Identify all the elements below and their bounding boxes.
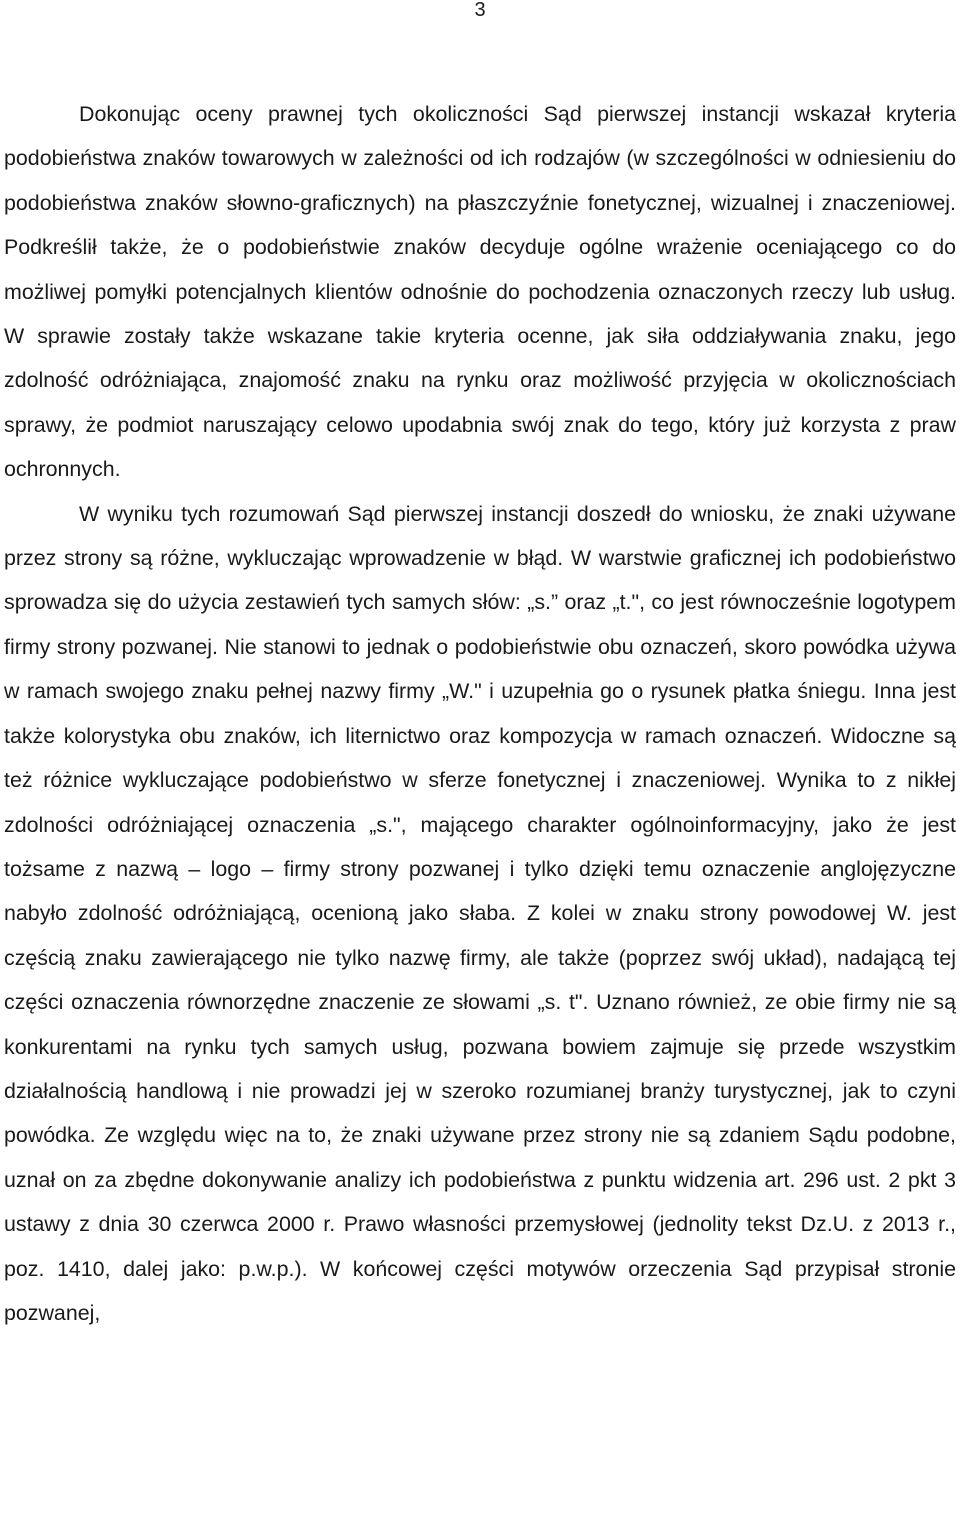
document-body [4,92,956,1335]
paragraph-1: Dokonując oceny prawnej tych okoliczności Sąd pierwszej instancji wskazał kryteria podobieństwa znaków towarowych w zależności od ich rodzajów (w szczególności w odniesieniu do podobieństwa znaków słowno-graficznych) na płaszczyźnie fonetycznej, wizualnej i znaczeniowej. Podkreślił także, że o podobieństwie znaków decyduje ogólne wrażenie oceniającego co do możliwej pomyłki potencjalnych klientów odnośnie do pochodzenia oznaczonych rzeczy lub usług. W sprawie zostały także wskazane takie kryteria ocenne, jak siła oddziaływania znaku, jego zdolność odróżniająca, znajomość znaku na rynku oraz możliwość przyjęcia w okolicznościach sprawy, że podmiot naruszający celowo upodabnia swój znak do tego, który już korzysta z praw ochronnych. [4,102,956,482]
page-number: 3 [474,0,486,21]
paragraph-2: W wyniku tych rozumowań Sąd pierwszej instancji doszedł do wniosku, że znaki używane przez strony są różne, wykluczając wprowadzenie w błąd. W warstwie graficznej ich podobieństwo sprowadza się do użycia zestawień tych samych słów: „s.” oraz „t.", co jest równocześnie logotypem firmy strony pozwanej. Nie stanowi to jednak o podobieństwie obu oznaczeń, skoro powódka używa w ramach swojego znaku pełnej nazwy firmy „W." i uzupełnia go o rysunek płatka śniegu. Inna jest także kolorystyka obu znaków, ich liternictwo oraz kompozycja w ramach oznaczeń. Widoczne są też różnice wykluczające podobieństwo w sferze fonetycznej i znaczeniowej. Wynika to z nikłej zdolności odróżniającej oznaczenia „s.", mającego charakter ogólnoinformacyjny, jako że jest tożsame z nazwą – logo – firmy strony pozwanej i tylko dzięki temu oznaczenie anglojęzyczne nabyło zdolność odróżniającą, ocenioną jako słaba. Z kolei w znaku strony powodowej W. jest częścią znaku zawierającego nie tylko nazwę firmy, ale także (poprzez swój układ), nadającą tej części oznaczenia równorzędne znaczenie ze słowami „s. t". Uznano również, ze obie firmy nie są konkurentami na rynku tych samych usług, pozwana bowiem zajmuje się przede wszystkim działalnością handlową i nie prowadzi jej w szeroko rozumianej branży turystycznej, jak to czyni powódka. Ze względu więc na to, że znaki używane przez strony nie są zdaniem Sądu podobne, uznał on za zbędne dokonywanie analizy ich podobieństwa z punktu widzenia art. 296 ust. 2 pkt 3 ustawy z dnia 30 czerwca 2000 r. Prawo własności przemysłowej (jednolity tekst Dz.U. z 2013 r., poz. 1410, dalej jako: p.w.p.). W końcowej części motywów orzeczenia Sąd przypisał stronie pozwanej, [4,501,956,1325]
